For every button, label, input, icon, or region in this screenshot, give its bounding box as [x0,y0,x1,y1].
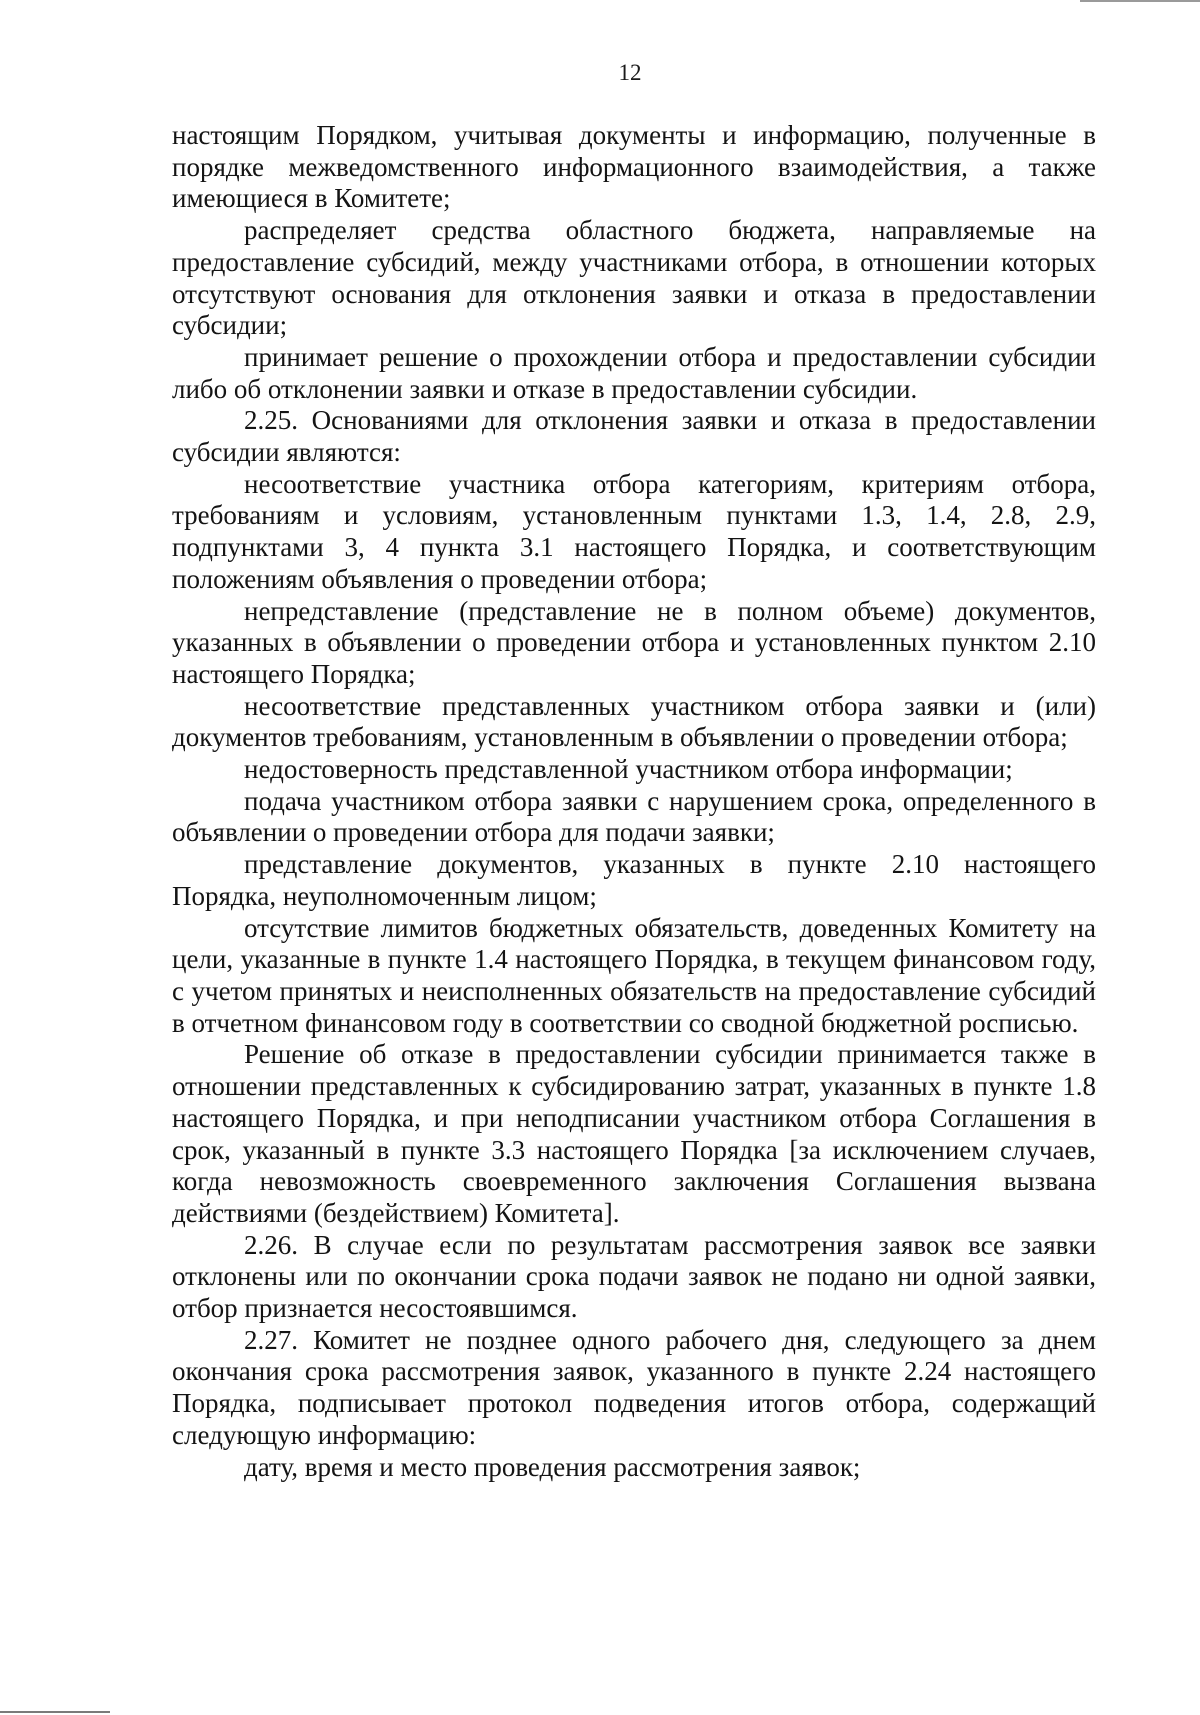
document-body [172,120,1096,1483]
paragraph-makes-decision: принимает решение о прохождении отбора и предоставлении субсидии либо об отклонении заявки и отказе в предоставлении субсидии. [172,341,1096,404]
paragraph-ground-nonsubmission: непредставление (представление не в полном объеме) документов, указанных в объявлении о проведении отбора и установленных пунктом 2.10 настоящего Порядка; [172,595,1096,689]
paragraph-ground-nonconformity: несоответствие участника отбора категориям, критериям отбора, требованиям и условиям, установленным пунктами 1.3, 1.4, 2.8, 2.9, подпунктами 3, 4 пункта 3.1 настоящего Порядка, и соответствующим положениям объявления о проведении отбора; [172,468,1096,594]
paragraph-distributes-funds: распределяет средства областного бюджета, направляемые на предоставление субсидий, между участниками отбора, в отношении которых отсутствуют основания для отклонения заявки и отказа в предоставлении субсидии; [172,215,1096,341]
paragraph-2-26: 2.26. В случае если по результатам рассмотрения заявок все заявки отклонены или по окончании срока подачи заявок не подано ни одной заявки, отбор признается несостоявшимся. [172,1229,1096,1324]
page-number: 12 [618,60,642,85]
paragraph-ground-late-submission: подача участником отбора заявки с нарушением срока, определенного в объявлении о проведении отбора для подачи заявки; [172,785,1096,848]
paragraph-ground-unauthorized-person: представление документов, указанных в пункте 2.10 настоящего Порядка, неуполномоченным лицом; [172,849,1096,911]
scan-edge-mark-bottom [0,1711,110,1713]
paragraph-ground-documents-mismatch: несоответствие представленных участником отбора заявки и (или) документов требованиям, установленным в объявлении о проведении отбора; [172,690,1096,753]
scan-edge-mark-top [1080,0,1200,2]
paragraph-date-time-place: дату, время и место проведения рассмотрения заявок; [244,1451,861,1482]
paragraph-ground-no-limits: отсутствие лимитов бюджетных обязательств, доведенных Комитету на цели, указанные в пункте 1.4 настоящего Порядка, в текущем финансовом году, с учетом принятых и неисполненных обязательств на предоставление субсидий в отчетном финансовом году в соответствии со сводной бюджетной росписью. [172,912,1096,1038]
paragraph-ground-unreliable-info: недостоверность представленной участником отбора информации; [244,754,1013,785]
paragraph-refusal-decision: Решение об отказе в предоставлении субсидии принимается также в отношении представленных к субсидированию затрат, указанных в пункте 1.8 настоящего Порядка, и при неподписании участником отбора Соглашения в срок, указанный в пункте 3.3 настоящего Порядка [за исключением случаев, когда невозможность своевременного заключения Соглашения вызвана действиями (бездействием) Комитета]. [172,1039,1096,1228]
paragraph-2-25: 2.25. Основаниями для отклонения заявки и отказа в предоставлении субсидии являются: [172,405,1096,468]
paragraph-2-27: 2.27. Комитет не позднее одного рабочего дня, следующего за днем окончания срока рассмотрения заявок, указанного в пункте 2.24 настоящего Порядка, подписывает протокол подведения итогов отбора, содержащий следующую информацию: [172,1324,1096,1450]
paragraph-continuation: настоящим Порядком, учитывая документы и информацию, полученные в порядке межведомственного информационного взаимодействия, а также имеющиеся в Комитете; [172,120,1096,214]
